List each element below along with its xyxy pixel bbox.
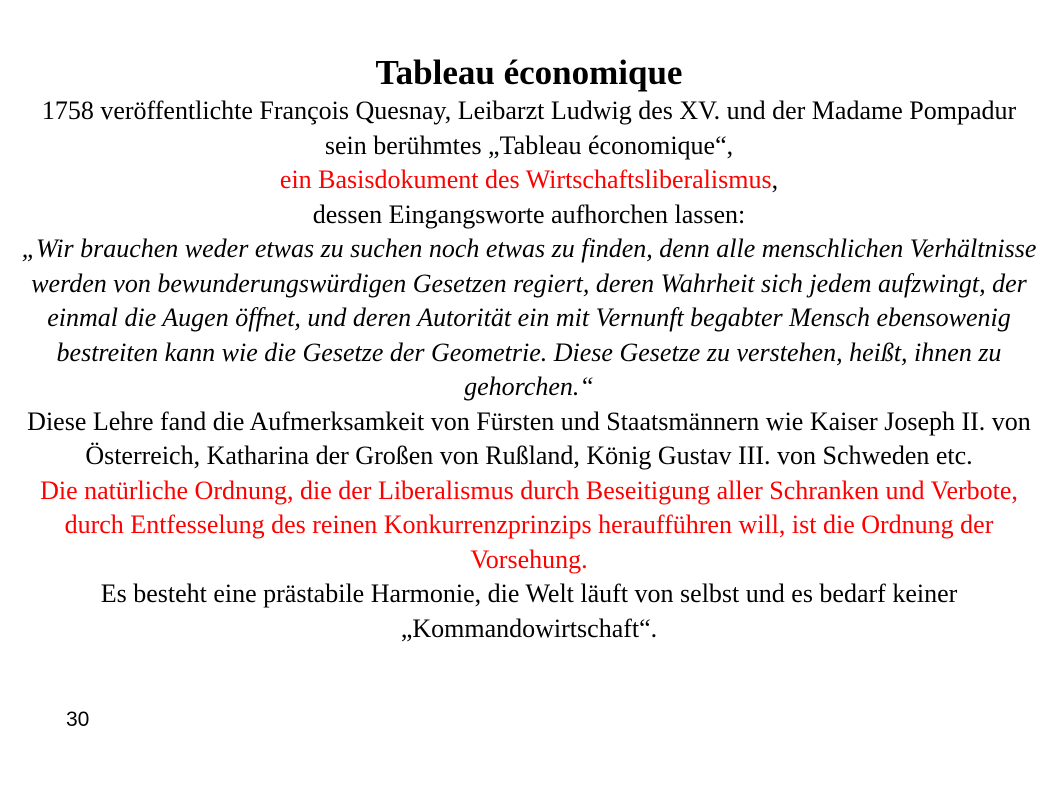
natural-order-paragraph: Die natürliche Ordnung, die der Liberalismus durch Beseitigung aller Schranken und Verbote, durch Entfesselung des reinen Konkurrenzprinzips heraufführen will, ist die Ordnung der Vorsehung. (40, 475, 1018, 574)
slide-content (20, 52, 1038, 646)
doctrine-paragraph: Diese Lehre fand die Aufmerksamkeit von Fürsten und Staatsmännern wie Kaiser Joseph II. von Österreich, Katharina der Großen von Rußland, König Gustav III. von Schweden etc. (27, 406, 1031, 470)
harmony-paragraph: Es besteht eine prästabile Harmonie, die Welt läuft von selbst und es bedarf keiner „Kommandowirtschaft“. (100, 579, 958, 643)
quesnay-quote: „Wir brauchen weder etwas zu suchen noch etwas zu finden, denn alle menschlichen Verhältnisse werden von bewunderungswürdigen Gesetzen regiert, deren Wahrheit sich jedem aufzwingt, der einmal die Augen öffnet, und deren Autorität ein mit Vernunft begabter Mensch ebensowenig bestreiten kann wie die Gesetze der Geometrie. Diese Gesetze zu verstehen, heißt, ihnen zu gehorchen.“ (21, 234, 1037, 401)
slide-title: Tableau économique (375, 53, 683, 92)
page-number: 30 (66, 708, 90, 731)
intro-paragraph (20, 94, 1038, 232)
intro-text: 1758 veröffentlichte François Quesnay, Leibarzt Ludwig des XV. und der Madame Pompadur sein berühmtes „Tableau économique“, (41, 96, 1017, 160)
intro-lead-in: dessen Eingangsworte aufhorchen lassen: (312, 199, 746, 229)
basisdokument-highlight: ein Basisdokument des Wirtschaftsliberalismus (279, 165, 772, 194)
intro-comma: , (771, 165, 779, 194)
